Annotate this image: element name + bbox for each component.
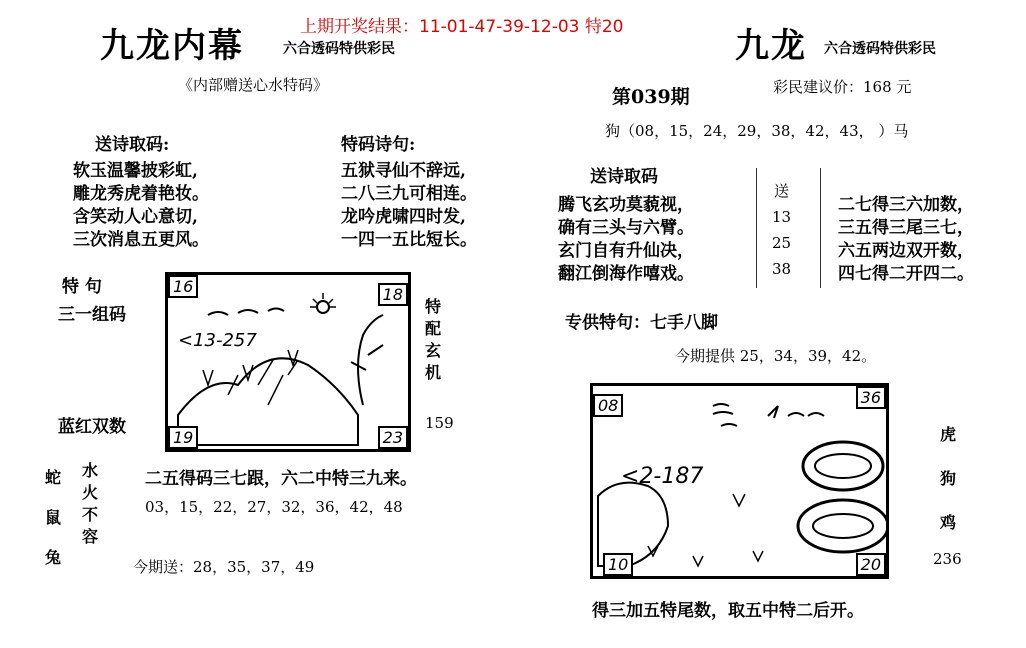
element-char: 容 (82, 527, 99, 546)
right-poem-line: 确有三头与六臂。 (558, 218, 694, 238)
zodiac-char: 蛇 (45, 468, 62, 487)
right-poem2-line: 四七得二开四二。 (838, 264, 974, 284)
price: 彩民建议价：168 元 (773, 78, 912, 96)
side-note-char: 配 (425, 319, 442, 338)
zodiac-char: 鼠 (45, 508, 62, 527)
zodiac-char: 兔 (45, 548, 62, 567)
poem1-line: 雕龙秀虎着艳妆。 (73, 184, 209, 204)
special-label: 特 句 (62, 277, 102, 297)
box-num-br: 23 (378, 426, 408, 449)
left-line1: 二五得码三七跟，六二中特三九来。 (145, 469, 417, 489)
right-box-num-br: 20 (856, 553, 886, 576)
send-col-item: 25 (772, 234, 792, 252)
poem2-line: 五狱寻仙不辞远, (341, 161, 466, 181)
right-side-num: 236 (933, 550, 962, 568)
today-send: 今期送：28，35，37，49 (133, 558, 315, 576)
blue-red-label: 蓝红双数 (58, 417, 126, 437)
side-note (425, 296, 441, 384)
element-char: 水 (82, 461, 99, 480)
right-poem (558, 194, 694, 286)
left-numbers: 03，15，22，27，32，36，42，48 (145, 498, 403, 516)
poem1-line: 软玉温馨披彩虹, (73, 161, 198, 181)
side-note-char: 机 (425, 363, 442, 382)
right-box-num-bl: 10 (603, 553, 633, 576)
poem2 (341, 160, 477, 252)
left-drawing-box (165, 272, 411, 452)
right-poem-line: 玄门自有升仙决， (558, 241, 694, 261)
divider-right (820, 168, 821, 288)
right-poem2 (838, 194, 974, 286)
poem2-line: 一四一五比短长。 (341, 230, 477, 250)
send-col-item: 13 (772, 208, 792, 226)
right-drawing-text: <2-187 (621, 464, 704, 489)
cut-line: 狗（08，15，24，29，38，42，43， ）马 (605, 122, 909, 140)
left-sketch (168, 275, 408, 449)
send-col-item: 送 (774, 182, 790, 200)
poem1-heading: 送诗取码: (95, 135, 170, 155)
right-poem2-line: 二七得三六加数， (838, 195, 974, 215)
element-col (82, 460, 98, 548)
poem2-line: 龙吟虎啸四时发, (341, 207, 466, 227)
poem1-line: 含笑动人心意切, (73, 207, 198, 227)
element-char: 不 (82, 505, 99, 524)
zodiac-left (45, 458, 61, 578)
right-poem-line: 腾飞玄功莫藐视， (558, 195, 694, 215)
box-num-bl: 19 (168, 426, 198, 449)
right-box-num-tr: 36 (856, 386, 886, 409)
special-phrase: 专供特句：七手八脚 (565, 313, 718, 333)
group-label: 三一组码 (58, 305, 126, 325)
zodiac-right (940, 413, 956, 545)
left-drawing-text: <13-257 (178, 330, 257, 351)
element-char: 火 (82, 483, 99, 502)
poem2-line: 二八三九可相连。 (341, 184, 477, 204)
zodiac-right-char: 虎 (940, 425, 957, 444)
zodiac-right-char: 狗 (940, 469, 957, 488)
zodiac-right-char: 鸡 (940, 513, 957, 532)
side-note-char: 玄 (425, 341, 442, 360)
left-title: 九龙内幕 (100, 26, 244, 66)
left-subtitle: 六合透码特供彩民 (283, 41, 395, 57)
right-poem-line: 翻江倒海作嘻戏。 (558, 264, 694, 284)
right-footer: 得三加五特尾数，取五中特二后开。 (592, 601, 864, 621)
left-tagline: 《内部赠送心水特码》 (178, 76, 329, 94)
right-poem2-line: 六五两边双开数， (838, 241, 974, 261)
poem1-line: 三次消息五更风。 (73, 230, 209, 250)
right-poem2-line: 三五得三尾三七， (838, 218, 974, 238)
send-col (772, 178, 791, 282)
send-col-item: 38 (772, 260, 792, 278)
box-num-tr: 18 (378, 283, 408, 306)
right-drawing-box (590, 383, 889, 579)
result-banner: 上期开奖结果：11-01-47-39-12-03 特20 (300, 17, 624, 37)
divider-left (756, 168, 757, 288)
right-subtitle: 六合透码特供彩民 (824, 41, 936, 57)
today-provide: 今期提供 25，34，39，42。 (675, 347, 877, 365)
right-title: 九龙 (735, 26, 807, 66)
box-num-tl: 16 (168, 275, 198, 298)
left-side-num: 159 (425, 414, 454, 432)
issue-number: 第039期 (612, 86, 690, 108)
right-poem-heading: 送诗取码 (590, 167, 658, 187)
poem2-heading: 特码诗句: (341, 135, 416, 155)
poem1 (73, 160, 209, 252)
right-box-num-tl: 08 (593, 394, 623, 417)
side-note-char: 特 (425, 297, 442, 316)
